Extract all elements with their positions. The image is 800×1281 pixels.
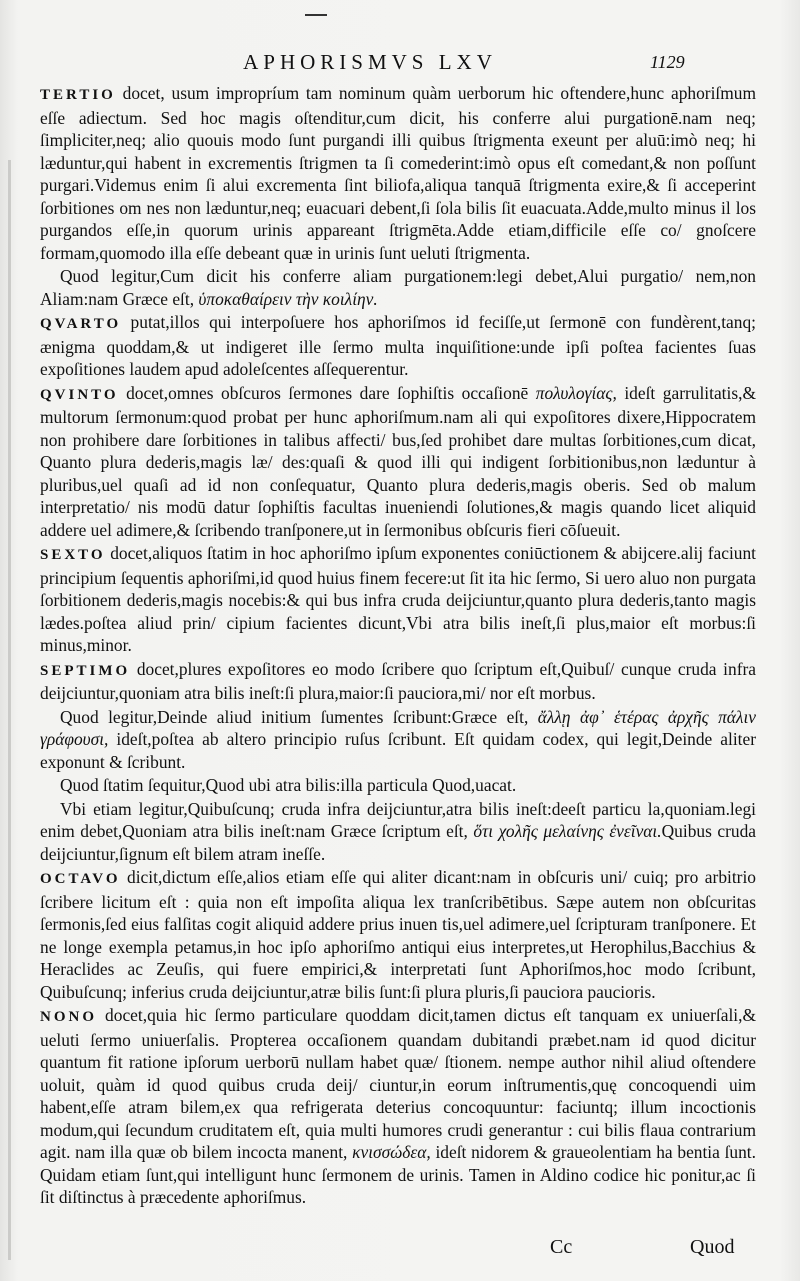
signature-mark: Cc	[550, 1236, 573, 1258]
running-head	[0, 50, 800, 80]
section-lead-word: QVINTO	[40, 386, 119, 403]
paragraph-text: putat,illos qui interpoſuere hos aphoriſmos id feciſſe,ut ſermonē con fundèrent,tanq; ænigma quoddam,& ut indigeret ille ſermo multa inquiſitione:unde ipſi poſtea facientes ſuas expoſitiones laudem apud adoleſcentes aſſequerentur.	[40, 312, 756, 379]
paragraph	[40, 774, 756, 797]
section-lead-word: QVARTO	[40, 316, 122, 332]
paragraph	[40, 382, 756, 542]
paragraph-text: Quod ſtatim ſequitur,Quod ubi atra bilis:illa particula Quod,uacat.	[60, 775, 517, 795]
greek-quotation: κνισσώδεα,	[352, 1142, 431, 1162]
paragraph-text: docet,plures expoſitores eo modo ſcribere quo ſcriptum eſt,Quibuſ/ cunque cruda infra deijciuntur,quoniam atra bilis ineſt:ſi plura,maior:ſi pauciora,mi/ nor eſt morbus.	[40, 658, 756, 703]
catchword: Quod	[690, 1236, 735, 1258]
commentary-text	[40, 82, 756, 1210]
paragraph-text: ideſt,poſtea ab altero principio ruſus ſcribunt. Eſt quidam codex, qui legit,Deinde aliter exponunt & ſcribunt.	[40, 729, 756, 772]
paragraph	[40, 798, 756, 866]
paragraph-text: docet,quia hic ſermo particulare quoddam dicit,tamen dictus eſt tanquam ex uniuerſali,& ueluti ſermo uniuerſalis. Propterea occaſionem quandam dubitandi præbet.nam id quod dicitur quantum fit ratione ipſorum uerborū nullam habet quæ/ ſtionem. nempe author nihil aliud oſtendere uoluit, quàm id quod quibus cruda deij/ ciuntur,in eorum inſtrumentis,quę concoquendi uim habent,eſſe atram bilem,ex qua refrigerata deterius concoquuntur: faciuntq; illum incoctionis modum,qui ſecundum cruditatem eſt, quia multi humores crudi generantur : cui bilis flaua contrarium agit. nam illa quæ ob bilem incocta manent,	[40, 1005, 756, 1162]
section-lead-word: SEXTO	[40, 547, 106, 563]
paragraph	[40, 658, 756, 705]
paragraph-text: ideſt garrulitatis,& multorum ſermonum:quod probat per hunc aphoriſmum.nam ali qui expoſitores dixere,Hippocratem non prohibere dare ſorbitiones in talibus affecti/ bus,ſed prohibet dare multas ſorbitiones,cum dicat, Quanto plura dederis,magis læ/ des:quaſi & quod illi qui indigent ſorbitionibus,non læduntur à pluribus,uel quaſi ad id non conſequatur, Quanto plura dederis,magis oberis. Sed ob malum interpretatio/ nis modū datur ſophiſtis facultas inueniendi ſolutiones,& magis quando licet aliquid addere uel adimere,& ſcribendo tranſponere,ut in ſermonibus obſcuris fieri cōſueuit.	[40, 382, 756, 540]
paragraph	[40, 542, 756, 657]
page-footer	[0, 1236, 800, 1262]
greek-quotation: ἄλλῃ ἀφ᾽ ἑτέρας ἀρχῆς πάλιν γράφουσι,	[40, 706, 756, 749]
section-lead-word: SEPTIMO	[40, 662, 131, 679]
paragraph-text: Quibus cruda deijciuntur,ſignum eſt bilem atram ineſſe.	[40, 821, 756, 864]
greek-quotation: ὑποκαθαίρειν τὴν κοιλίην.	[198, 288, 378, 309]
section-lead-word: NONO	[40, 1009, 97, 1025]
page-number: 1129	[650, 52, 685, 72]
printer-mark	[305, 14, 327, 16]
paragraph	[40, 1004, 756, 1209]
paragraph	[40, 311, 756, 381]
paragraph	[40, 265, 756, 310]
section-lead-word: TERTIO	[40, 87, 116, 103]
paragraph	[40, 82, 756, 264]
paragraph-text: docet,omnes obſcuros ſermones dare ſophiſtis occaſionē	[118, 382, 536, 403]
paragraph-text: Quod legitur,Deinde aliud initium ſumentes ſcribunt:Græce eſt,	[60, 706, 538, 727]
paragraph-text: docet,aliquos ſtatim in hoc aphoriſmo ipſum exponentes coniūctionem & abijcere.alij faciunt principium ſequentis aphoriſmi,id quod huius finem fecere:ut ſit ita hic ſermo, Si uero aluo non purgata ſorbitionem dederis,magis nocebis:& qui bus infra cruda deijciuntur,quanto plura dederis,tanto magis lædes.poſtea aliud prin/ cipium facientes dicunt,Vbi atra bilis ineſt,ſi plus,maior eſt morbus:ſi minus,minor.	[40, 543, 756, 655]
paragraph	[40, 866, 756, 1003]
section-lead-word: OCTAVO	[40, 871, 121, 887]
running-title: APHORISMVS LXV	[243, 50, 497, 74]
paragraph-text: ideſt nidorem & graueolentiam ha bentia ſunt. Quidam etiam ſunt,qui intelligunt hunc ſermonem de urinis. Tamen in Aldino codice hic ponitur,ac ſi ſit diſtinctus à præcedente aphoriſmus.	[40, 1142, 756, 1207]
paragraph-text: dicit,dictum eſſe,alios etiam eſſe qui aliter dicant:nam in obſcuris uni/ cuiq; pro arbitrio ſcribere licitum eſt : quia non eſt impoſita aliqua lex tranſcribētibus. Sæpe autem non obſcuritas ſermonis,ſed eius falſitas cogit aliquid addere prius inuen tis,uel adimere,uel ſcripturam tranſponere. Et ne longe exempla petamus,in hoc ipſo aphoriſmo antiqui eius interpretes,ut Herophilus,Bacchius & Heraclides ac Zeuſis, qui fuere empirici,& interpretati ſunt Aphoriſmos,hoc modo ſcribunt, Quibuſcunq; inferius cruda deijciuntur,atræ bilis ſunt:ſi plura pluris,ſi pauciora paucioris.	[40, 867, 756, 1002]
binding-shadow	[8, 160, 11, 1260]
paragraph-text: Vbi etiam legitur,Quibuſcunq; cruda infra deijciuntur,atra bilis ineſt:deeſt particu la,quoniam.legi enim debet,Quoniam atra bilis ineſt:nam Græce ſcriptum eſt,	[40, 798, 756, 841]
greek-quotation: ὅτι χολῆς μελαίνης ἐνεῖναι.	[473, 821, 662, 841]
paragraph	[40, 706, 756, 774]
paragraph-text: Quod legitur,Cum dicit his conferre aliam purgationem:legi debet,Alui purgatio/ nem,non Aliam:nam Græce eſt,	[40, 266, 756, 309]
greek-quotation: πολυλογίας,	[535, 382, 617, 403]
paragraph-text: docet, usum impropríum tam nominum quàm uerborum hic oftendere,hunc aphoriſmum eſſe adiectum. Sed hoc magis oſtenditur,cum dicit, his conferre alui purgationē.nam neq; ſimpliciter,neq; alio quouis modo ſunt purgandi illi quibus ſtrigmenta exeunt per aluū:imò neq; hi læduntur,qui habent in excrementis ſtrigmen ta ſi comederint:imò opus eſt comedant,& non poſſunt purgari.Videmus enim ſi alui excrementa ſint biliofa,aliqua tanquā ſtrigmenta exire,& ſi acceperint ſorbitiones om nes non læduntur,neq; euacuari debent,ſi ſola bilis ſit euacuata.Adde,multo minus il los purgandos eſſe,in quorum urinis appareant ſtrigmēta.Adde etiam,difficile eſſe co/ gnoſcere formam,quomodo illa eſſe debeant quæ in urinis ſunt ueluti ſtrigmenta.	[40, 83, 756, 263]
